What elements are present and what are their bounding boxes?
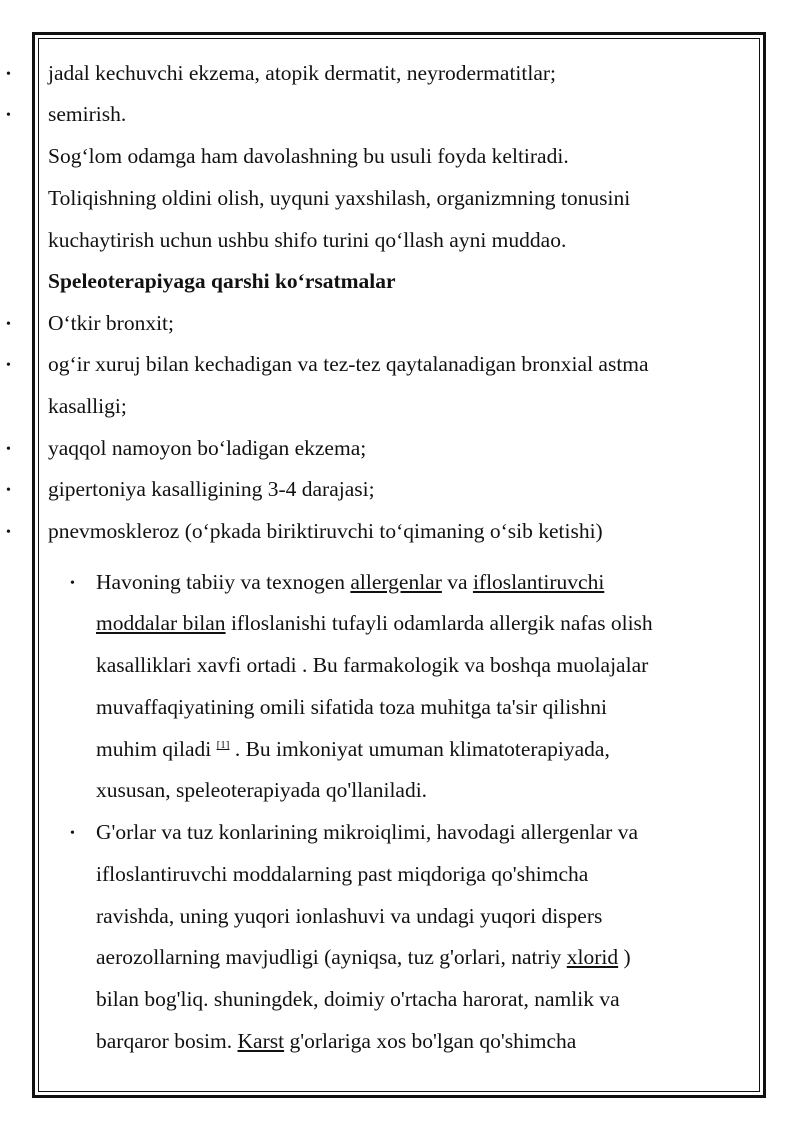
list-item: semirish. — [48, 102, 127, 126]
text: va — [441, 570, 473, 594]
list-item: gipertoniya kasalligining 3-4 darajasi; — [48, 477, 375, 501]
sublist-line — [96, 737, 610, 761]
text: barqaror bosim. — [96, 1029, 238, 1053]
link-karst[interactable]: Karst — [237, 1029, 285, 1053]
bullet-icon: • — [6, 525, 11, 540]
bullet-icon: • — [6, 483, 11, 498]
section-heading: Speleoterapiyaga qarshi ko‘rsatmalar — [48, 269, 396, 293]
text: aerozollarning mavjudligi (ayniqsa, tuz g'orlari, natriy — [96, 945, 567, 969]
list-item-continuation: kasalligi; — [48, 394, 127, 418]
link-xlorid[interactable]: xlorid — [566, 945, 619, 969]
paragraph-line: Toliqishning oldini olish, uyquni yaxshilash, organizmning tonusini — [48, 186, 631, 210]
paragraph-line: kuchaytirish uchun ushbu shifo turini qo‘llash ayni muddao. — [48, 228, 567, 252]
sublist-line — [96, 945, 631, 969]
reference-link[interactable]: [1] — [216, 739, 230, 751]
bullet-icon: • — [6, 67, 11, 82]
bullet-icon: • — [70, 826, 75, 841]
text: ifloslanishi tufayli odamlarda allergik nafas olish — [225, 611, 653, 635]
list-item: jadal kechuvchi ekzema, atopik dermatit, neyrodermatitlar; — [48, 61, 557, 85]
text: g'orlariga xos bo'lgan qo'shimcha — [284, 1029, 577, 1053]
sublist-line — [96, 570, 604, 594]
sublist-line: bilan bog'liq. shuningdek, doimiy o'rtacha harorat, namlik va — [96, 987, 620, 1011]
text: Havoning tabiiy va texnogen — [96, 570, 351, 594]
bullet-icon: • — [6, 317, 11, 332]
link-ifloslantiruvchi[interactable]: ifloslantiruvchi — [472, 570, 605, 594]
sublist-line: muvaffaqiyatining omili sifatida toza muhitga ta'sir qilishni — [96, 695, 608, 719]
sublist-line — [96, 1029, 576, 1053]
text: . Bu imkoniyat umuman klimatoterapiyada, — [229, 737, 610, 761]
paragraph-line: Sog‘lom odamga ham davolashning bu usuli foyda keltiradi. — [48, 144, 569, 168]
text: muhim qiladi — [96, 737, 217, 761]
list-item: og‘ir xuruj bilan kechadigan va tez-tez qaytalanadigan bronxial astma — [48, 352, 649, 376]
bullet-icon: • — [6, 442, 11, 457]
list-item: O‘tkir bronxit; — [48, 311, 174, 335]
sublist-line: xususan, speleoterapiyada qo'llaniladi. — [96, 778, 428, 802]
sublist-line: G'orlar va tuz konlarining mikroiqlimi, havodagi allergenlar va — [96, 820, 639, 844]
list-item: yaqqol namoyon bo‘ladigan ekzema; — [48, 436, 367, 460]
sublist-line — [96, 611, 653, 635]
link-allergenlar[interactable]: allergenlar — [350, 570, 442, 594]
bullet-icon: • — [6, 108, 11, 123]
sublist-line: kasalliklari xavfi ortadi . Bu farmakologik va boshqa muolajalar — [96, 653, 649, 677]
text: ) — [618, 945, 631, 969]
list-item: pnevmoskleroz (o‘pkada biriktiruvchi to‘qimaning o‘sib ketishi) — [48, 519, 603, 543]
bullet-icon: • — [6, 358, 11, 373]
sublist-line: ravishda, uning yuqori ionlashuvi va undagi yuqori dispers — [96, 904, 603, 928]
sublist-line: ifloslantiruvchi moddalarning past miqdoriga qo'shimcha — [96, 862, 589, 886]
bullet-icon: • — [70, 576, 75, 591]
link-moddalar-bilan[interactable]: moddalar bilan — [96, 611, 226, 635]
